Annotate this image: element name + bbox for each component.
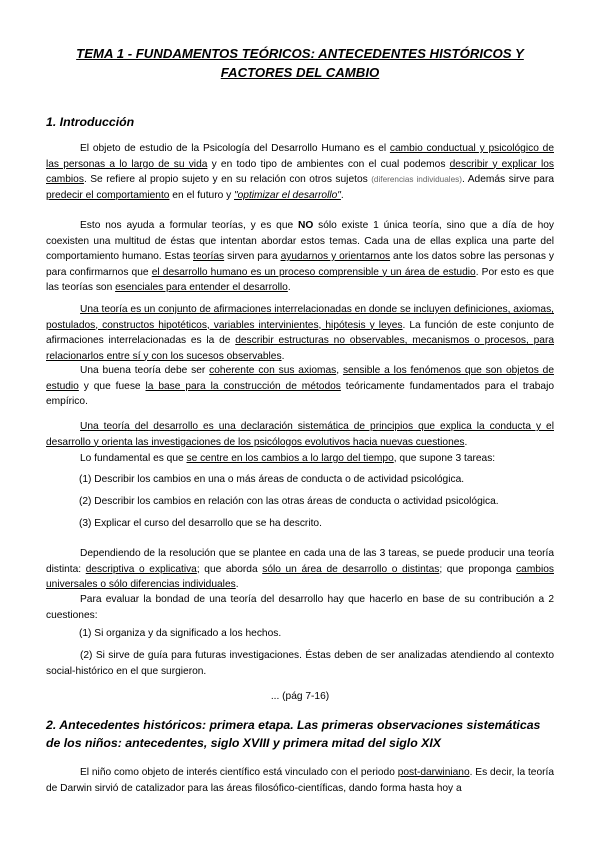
history-paragraph-1: El niño como objeto de interés científico está vinculado con el periodo post-darwiniano. Es decir, la teoría de Darwin sirvió de catalizador para las áreas filosófico-científicas, dando forma hasta hoy a [46,767,554,794]
fundamental-paragraph: Lo fundamental es que se centre en los cambios a lo largo del tiempo, que supone 3 tareas: [80,453,496,464]
task-item: (2) Describir los cambios en relación con las otras áreas de conducta o actividad psicológica. [79,496,499,507]
intro-paragraph-1: El objeto de estudio de la Psicología del Desarrollo Humano es el cambio conductual y psicológico de las personas a lo largo de su vida y en todo tipo de ambientes con el cual podemos describir y explicar los cambios. Se refiere al propio sujeto y en su relación con otros sujetos (diferencias individuales). Además sirve para predecir el comportamiento en el futuro y "optimizar el desarrollo". [46,143,555,201]
question-item: (1) Si organiza y da significado a los hechos. [79,628,282,639]
good-theory-paragraph: Una buena teoría debe ser coherente con sus axiomas, sensible a los fenómenos que son objetos de estudio y que fuese la base para la construcción de métodos teóricamente fundamentados para el trabajo empírico. [46,365,554,407]
development-theory-paragraph: Una teoría del desarrollo es una declaración sistemática de principios que explica la conducta y el desarrollo y orienta las investigaciones de los psicólogos evolutivos hacia nuevas cuestiones. [46,421,554,448]
section-2-heading: 2. Antecedentes históricos: primera etapa. Las primeras observaciones sistemáticas de los niños: antecedentes, siglo XVIII y primera mitad del siglo XIX [46,718,541,750]
task-item: (1) Describir los cambios en una o más áreas de conducta o de actividad psicológica. [79,474,465,485]
question-item: (2) Si sirve de guía para futuras investigaciones. Éstas deben de ser analizadas atendiendo al contexto social-histórico en el que surgieron. [46,650,554,677]
page-reference: ... (pág 7-16) [270,691,330,702]
document-title: TEMA 1 - FUNDAMENTOS TEÓRICOS: ANTECEDENTES HISTÓRICOS Y FACTORES DEL CAMBIO [76,46,524,80]
intro-paragraph-2: Esto nos ayuda a formular teorías, y es que NO sólo existe 1 única teoría, sino que a día de hoy coexisten una multitud de éstas que intentan abordar estos temas. Cada una de ellas explica una parte del comportamiento humano. Estas teorías sirven para ayudarnos y orientarnos ante los datos sobre las personas y para confirmarnos que el desarrollo humano es un proceso comprensible y un área de estudio. Por esto es que las teorías son esenciales para entender el desarrollo. [46,220,555,293]
task-item: (3) Explicar el curso del desarrollo que se ha descrito. [79,518,322,529]
theory-definition-paragraph: Una teoría es un conjunto de afirmaciones interrelacionadas en donde se incluyen definiciones, axiomas, postulados, constructos hipotéticos, variables intervinientes, hipótesis y leyes. La función de este conjunto de afirmaciones interrelacionadas es la de describir estructuras no observables, mecanismos o procesos, para relacionarlos entre sí y con los sucesos observables. [46,304,555,362]
evaluation-paragraph: Para evaluar la bondad de una teoría del desarrollo hay que hacerlo en base de su contribución a 2 cuestiones: [46,594,554,621]
section-1-heading: 1. Introducción [46,115,135,129]
resolution-paragraph: Dependiendo de la resolución que se plantee en cada una de las 3 tareas, se puede producir una teoría distinta: descriptiva o explicativa; que aborda sólo un área de desarrollo o distintas; que proponga cambios universales o sólo diferencias individuales. [46,548,554,590]
